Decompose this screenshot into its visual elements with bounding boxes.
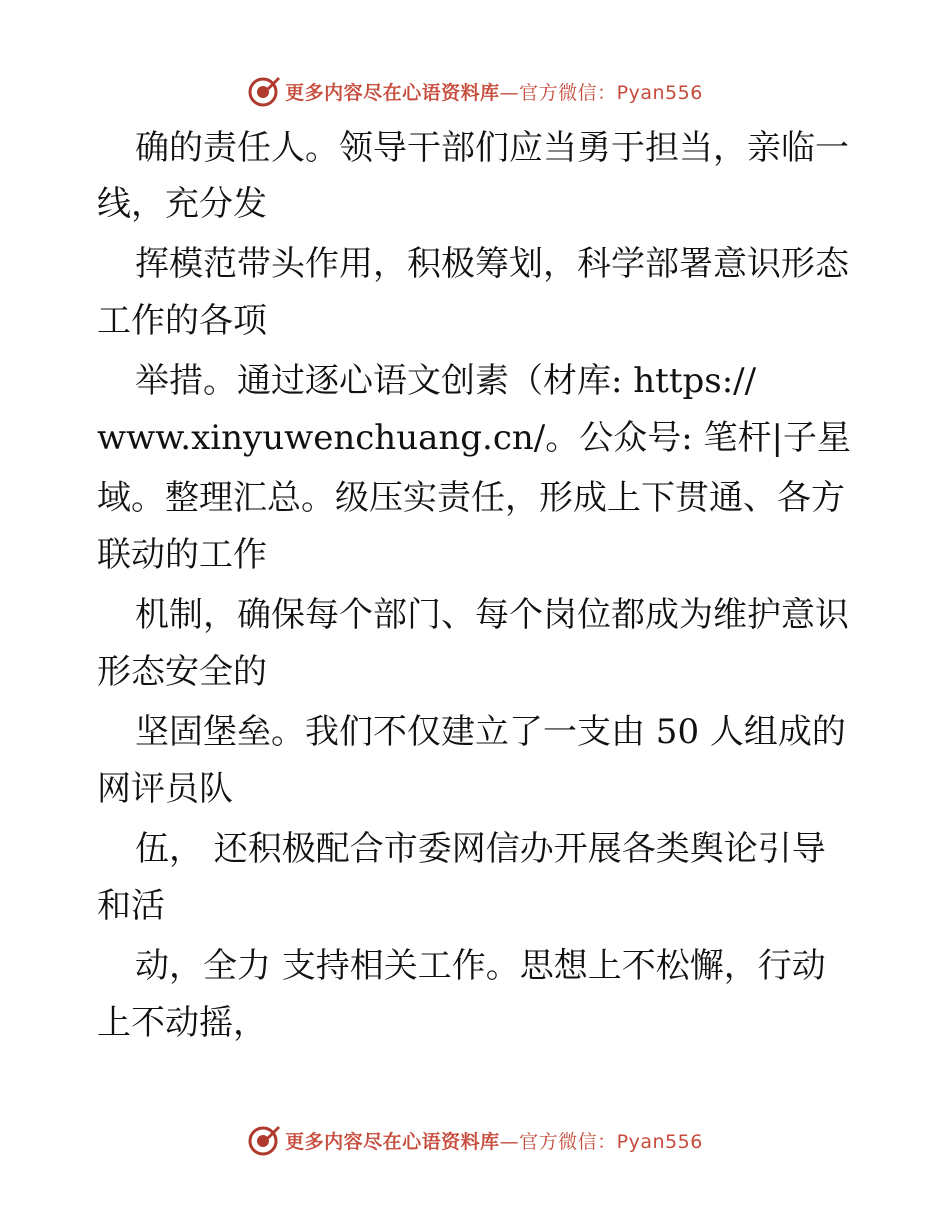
header-banner bbox=[0, 71, 950, 111]
banner-contact: 官方微信：Pyan556 bbox=[519, 81, 703, 104]
text-line: 联动的工作 bbox=[97, 535, 267, 575]
pen-logo-icon bbox=[247, 1123, 281, 1157]
text-line: 形态安全的 bbox=[97, 652, 267, 692]
document-body bbox=[0, 124, 950, 1064]
footer-banner bbox=[0, 1120, 950, 1160]
text-line: 工作的各项 bbox=[97, 301, 267, 341]
text-line: 动，全力 支持相关工作。思想上不松懈，行动 bbox=[135, 946, 826, 986]
text-line: 网评员队 bbox=[97, 769, 233, 809]
text-line: 上不动摇， bbox=[97, 1003, 267, 1043]
banner-dash: — bbox=[499, 81, 520, 104]
text-line: 域。整理汇总。级压实责任，形成上下贯通、各方 bbox=[97, 478, 845, 518]
text-line: 举措。通过逐心语文创素（材库: https:// bbox=[135, 361, 757, 401]
banner-title: 更多内容尽在心语资料库 bbox=[285, 81, 500, 104]
text-line: 和活 bbox=[97, 886, 165, 926]
text-line: 伍， 还积极配合市委网信办开展各类舆论引导 bbox=[135, 829, 826, 869]
text-line: www.xinyuwenchuang.cn/。公众号: 笔杆|子星 bbox=[97, 418, 851, 458]
text-line: 确的责任人。领导干部们应当勇于担当，亲临一 bbox=[135, 128, 849, 168]
pen-logo-icon bbox=[247, 74, 281, 108]
text-line: 线，充分发 bbox=[97, 184, 267, 224]
text-line: 挥模范带头作用，积极筹划，科学部署意识形态 bbox=[135, 244, 849, 284]
text-line: 坚固堡垒。我们不仅建立了一支由 50 人组成的 bbox=[135, 712, 846, 752]
banner-contact: 官方微信：Pyan556 bbox=[519, 1130, 703, 1153]
banner-dash: — bbox=[499, 1130, 520, 1153]
text-line: 机制，确保每个部门、每个岗位都成为维护意识 bbox=[135, 595, 849, 635]
banner-title: 更多内容尽在心语资料库 bbox=[285, 1130, 500, 1153]
